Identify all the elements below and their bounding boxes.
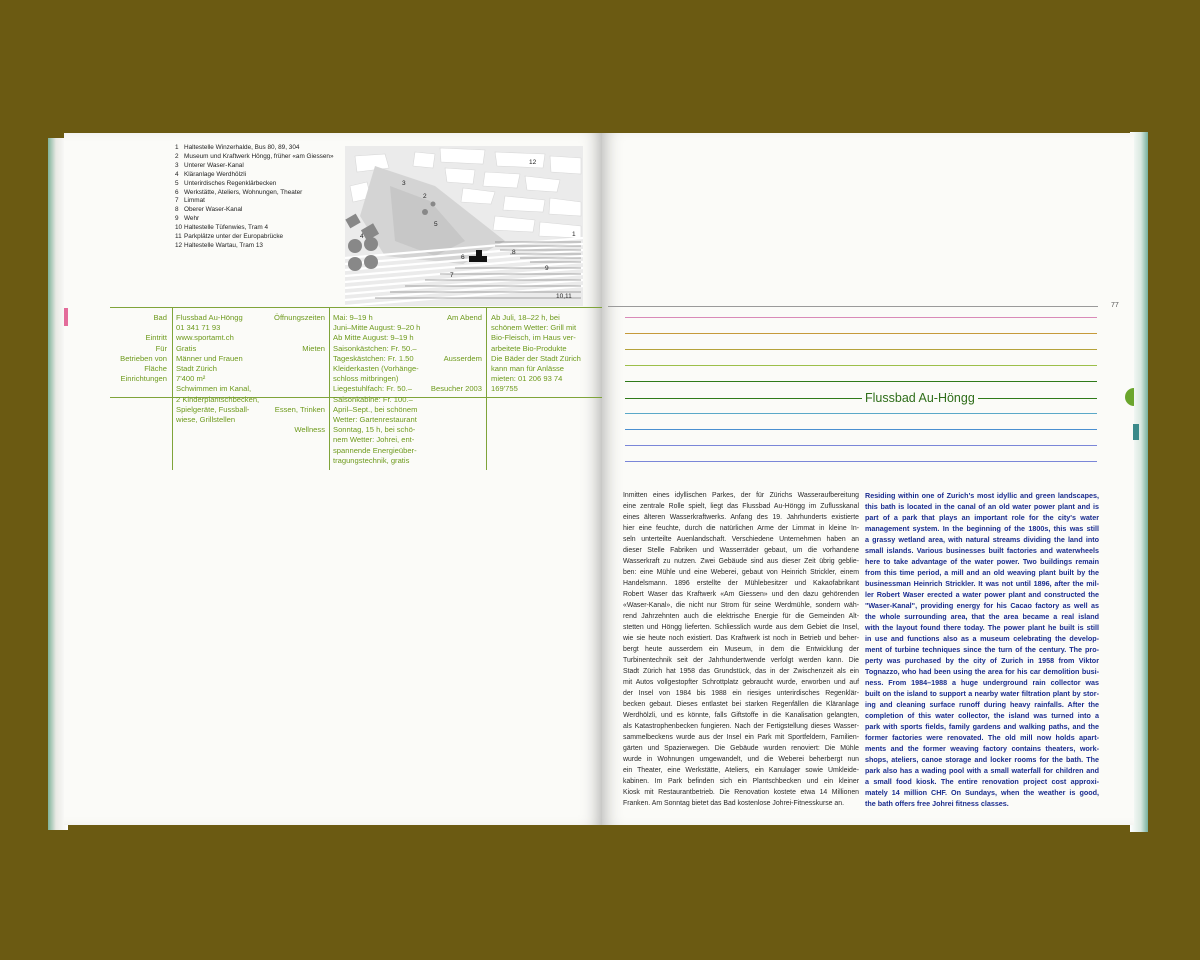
text-line: wie sie heute noch existiert. Das Kraftwerk ist noch in Betrieb und beher- (623, 635, 859, 642)
info-line: tragungstechnik, gratis (333, 455, 410, 465)
text-line: ment of turbine techniques since the turn of the century. The pro- (865, 645, 1099, 654)
table-divider-3 (486, 307, 487, 470)
text-line: this bath is located in the canal of an old water power plant and is (865, 502, 1099, 511)
color-rule (608, 306, 1098, 307)
legend-text: Haltestelle Tüfenwies, Tram 4 (184, 224, 269, 232)
color-rule (625, 429, 1097, 430)
info-line: Bad (153, 313, 167, 322)
legend-text: Oberer Waser-Kanal (184, 206, 243, 214)
info-line: Wetter: Gartenrestaurant (333, 415, 417, 425)
text-line: small islands. Various businesses built factories and waterwheels (865, 546, 1099, 555)
map-label-4: 4 (360, 233, 364, 240)
map-label-12: 12 (529, 159, 537, 166)
text-line: Franken. Am Sonntag bietet das Bad kostenlose Johrei-Fitnesskurse an. (623, 800, 845, 807)
info-line (412, 364, 482, 374)
text-line: Tognazzo, who had been using the area for his car demolition busi- (865, 667, 1099, 676)
legend-number: 1 (175, 144, 179, 151)
text-line: perty was purchased by the city of Zurich in 1958 from Viktor (865, 656, 1099, 665)
text-line: here to take advantage of the water power. Two buildings remain (865, 557, 1099, 566)
info-line: Bio-Fleisch, im Haus ver- (491, 333, 576, 343)
text-line: from this time period, a mill and an old weaving plant built by the (865, 568, 1099, 577)
legend-number: 4 (175, 170, 179, 178)
english-body-text (865, 490, 1099, 809)
info-line (412, 374, 482, 384)
legend-number: 3 (175, 161, 179, 169)
legend-text: Unterirdisches Regenklärbecken (184, 179, 277, 187)
legend-item (175, 144, 334, 153)
legend-item (175, 197, 334, 206)
info-line: April–Sept., bei schönem (333, 404, 418, 414)
legend-number: 6 (175, 188, 179, 196)
legend-text: Haltestelle Wartau, Tram 13 (184, 241, 263, 249)
legend-item (175, 153, 334, 162)
text-line: shops, ateliers, canoe storage and locker rooms for the bath. The (865, 755, 1099, 764)
info-line (264, 333, 325, 343)
info-line: Am Abend (446, 313, 482, 322)
legend-number: 5 (175, 179, 179, 187)
text-line: former factories were renovated. The old mill now holds apart- (865, 733, 1099, 742)
teal-page-tab (1133, 424, 1139, 440)
table-top-rule (110, 307, 602, 308)
info-line: Männer und Frauen (176, 353, 243, 363)
page-title: Flussbad Au-Höngg (862, 391, 978, 405)
text-line: part of a park that plays an important role for the city's water (865, 513, 1099, 522)
legend-item (175, 180, 334, 189)
info-line: Tageskästchen: Fr. 1.50 (333, 353, 414, 363)
info-values-col2 (176, 313, 259, 425)
text-line: ben: eine Mühle und eine Weberei, gebaut von Heinrich Strickler, einem (623, 569, 859, 576)
info-line (264, 354, 325, 364)
info-line: Juni–Mitte August: 9–20 h (333, 323, 421, 333)
text-line: ness. From 1984–1988 a huge underground rain collector was (865, 678, 1099, 687)
info-line: Mieten (302, 343, 325, 353)
text-line: sammelbeckens wurde aus der Insel ein Park mit Sportfeldern, Familien- (623, 734, 859, 741)
text-line: seln unterteilte Auenlandschaft. Verschiedene Unternehmen haben an (623, 536, 859, 543)
color-rule (625, 461, 1097, 462)
text-line: ing and cleaning surface runoff during heavy rainfalls. After the (865, 700, 1099, 709)
legend-number: 2 (175, 152, 179, 160)
text-line: Handelsmann. 1896 erstellte der Mühlebesitzer und Kakaofabrikant (623, 580, 859, 587)
info-line (264, 384, 325, 394)
color-rule (625, 317, 1097, 318)
info-line: Für (155, 343, 167, 353)
info-labels-col1 (108, 313, 167, 384)
info-line: www.sportamt.ch (176, 333, 234, 343)
info-line: Betrieben von (120, 353, 167, 363)
info-line: Mai: 9–19 h (333, 313, 373, 322)
info-line (412, 333, 482, 343)
text-line: businessman Heinrich Strickler. It was not until 1896, after the mil- (865, 579, 1099, 588)
text-line: Kiosk mit Restaurantbetrieb. Die Renovation kostete etwa 14 Millionen (623, 789, 859, 796)
info-line: Ausserdem (443, 353, 482, 363)
info-line: Saisonkästchen: Fr. 50.– (333, 343, 417, 353)
map-label-1: 1 (572, 231, 576, 238)
text-line: kabinen. Im Park befinden sich ein Plantschbecken und ein kleiner (623, 778, 859, 785)
legend-text: Limmat (184, 197, 205, 205)
info-line: Kleiderkasten (Vorhänge- (333, 364, 419, 374)
color-rule (625, 445, 1097, 446)
text-line: als Katastrophenbecken fungieren. Nach der Fertigstellung dieses Wasser- (623, 723, 859, 730)
info-line: Fläche (144, 364, 167, 374)
legend-item (175, 242, 334, 251)
map-label-9: 9 (545, 265, 549, 272)
color-rule (625, 365, 1097, 366)
info-line: Stadt Zürich (176, 364, 217, 374)
text-line: the bath offers free Johrei fitness classes. (865, 799, 1009, 808)
text-line: the whole surrounding area, that the area became a real island (865, 612, 1099, 621)
table-divider-1 (172, 307, 173, 470)
text-line: completion of this water collector, the island was turned into a (865, 711, 1099, 720)
text-line: "Waser-Kanal", providing energy for his Cacao factory as well as (865, 601, 1099, 610)
legend-text: Kläranlage Werdhölzli (184, 170, 247, 178)
text-line: eines älteren Wasserkraftwerks. Anfang des 19. Jahrhunderts existierte (623, 514, 859, 521)
text-line: park also has a wading pool with a small waterfall for children and (865, 766, 1099, 775)
text-line: ler Robert Waser erected a water power plant and constructed the (865, 590, 1099, 599)
text-line: management system. In the beginning of the 1800s, this was still (865, 524, 1099, 533)
info-line: nem Wetter: Johrei, ent- (333, 435, 415, 445)
map-label-6: 6 (461, 254, 465, 261)
legend-number: 12 (175, 241, 183, 249)
info-line: Essen, Trinken (274, 404, 325, 414)
text-line: wurde in Wohnungen umgewandelt, und die Weberei beherbergt nun (623, 756, 859, 763)
info-values-col6 (491, 313, 581, 395)
text-line: built on the island to support a nearby water filtration plant by stor- (865, 689, 1099, 698)
legend-number: 11 (175, 233, 182, 241)
text-line: Stadt Zürich hat 1958 das Grundstück, das in der Zwischenzeit als ein (623, 668, 859, 675)
text-line: in use and functions also as a museum celebrating the develop- (865, 634, 1099, 643)
info-line: Schwimmen im Kanal, (176, 384, 252, 394)
map-label-3: 3 (402, 180, 406, 187)
legend-item (175, 206, 334, 215)
info-line: 169'755 (491, 384, 518, 394)
heading-rule (625, 398, 1097, 399)
legend-item (175, 162, 334, 171)
legend-item (175, 189, 334, 198)
info-line: schönem Wetter: Grill mit (491, 323, 577, 333)
info-line (264, 364, 325, 374)
legend-text: Unterer Waser-Kanal (184, 161, 244, 169)
info-line (264, 395, 325, 405)
info-line: Besucher 2003 (430, 384, 482, 394)
info-line (412, 323, 482, 333)
info-line: Liegestuhlfach: Fr. 50.– (333, 384, 412, 394)
info-line: Ab Mitte August: 9–19 h (333, 333, 414, 343)
info-line: schloss mitbringen) (333, 374, 399, 384)
text-line: stetten und Höngg lieferten. Schliesslich wurde aus dem Gebiet die Insel, (623, 624, 859, 631)
legend-item (175, 171, 334, 180)
text-line: ein Theater, eine Werkstätte, Ateliers, ein Kanulager sowie Umkleide- (623, 767, 859, 774)
info-line: Eintritt (145, 333, 167, 343)
info-line: Flussbad Au-Höngg (176, 313, 243, 322)
page-number: 77 (1111, 302, 1119, 309)
map-legend (175, 144, 334, 251)
info-line: 2 Kinderplantschbecken, (176, 394, 260, 404)
text-line: hier eine feuchte, durch die natürlichen Arme der Limmat in kleine In- (623, 525, 859, 532)
text-line: «Waser-Kanal», die nicht nur Strom für seine Werdmühle, sondern wäh- (623, 602, 859, 609)
info-values-col4 (333, 313, 420, 466)
text-line: ments and the former weaving factory contains theaters, work- (865, 744, 1099, 753)
text-line: Werdhölzli, und es könnte, falls Giftstoffe in die Kanalisation gelangten, (623, 712, 859, 719)
info-line: Ab Juli, 18–22 h, bei (491, 313, 560, 322)
info-line (108, 323, 167, 333)
legend-number: 10 (175, 224, 183, 232)
info-line (412, 344, 482, 354)
legend-item (175, 224, 334, 233)
text-line: becken gebaut. Dieses entlastet bei starken Regenfällen die Kläranlage (623, 701, 859, 708)
text-line: Wasserkraft zu nutzen. Zwei Gebäude sind aus dieser Zeit übrig geblie- (623, 558, 859, 565)
info-line: 01 341 71 93 (176, 323, 221, 333)
legend-item (175, 233, 334, 242)
info-line: arbeitete Bio-Produkte (491, 343, 567, 353)
info-line: 7'400 m² (176, 374, 206, 384)
color-rule (625, 349, 1097, 350)
table-divider-2 (329, 307, 330, 470)
map-label-2: 2 (423, 193, 427, 200)
info-line: kann man für Anlässe (491, 364, 565, 374)
info-line: Einrichtungen (120, 374, 167, 384)
text-line: rend Jahrzehnten auch die elektrische Energie für die Gemeinden Alt- (623, 613, 859, 620)
info-labels-col3 (264, 313, 325, 435)
map-label-10-11: 10,11 (556, 293, 572, 300)
text-line: Inmitten eines idyllischen Parkes, der für Zürichs Wasseraufbereitung (623, 492, 859, 499)
info-line: Sonntag, 15 h, bei schö- (333, 425, 416, 435)
legend-text: Haltestelle Winzerhalde, Bus 80, 89, 304 (184, 144, 300, 151)
info-line (264, 415, 325, 425)
info-line (264, 374, 325, 384)
text-line: gärten und Spazierwegen. Die Gebäude wurden renoviert: Die Mühle (623, 745, 859, 752)
color-rule (625, 413, 1097, 414)
text-line: Robert Waser das Kraftwerk «Am Giessen» und den dazu gehörenden (623, 591, 859, 598)
text-line: mately 14 million CHF. On Sundays, when the weather is good, (865, 788, 1099, 797)
color-rule (625, 381, 1097, 382)
info-line: Wellness (294, 425, 325, 435)
text-line: bergt heute ausserdem ein Museum, in dem die Entwicklung der (623, 646, 859, 653)
info-line: mieten: 01 206 93 74 (491, 374, 563, 384)
text-line: dieser Stelle Fabriken und Wasserräder gebaut, um die vorhandene (623, 547, 859, 554)
legend-number: 8 (175, 206, 179, 214)
info-labels-col5 (412, 313, 482, 395)
info-line: wiese, Grillstellen (176, 415, 236, 425)
info-line: Die Bäder der Stadt Zürich (491, 353, 581, 363)
text-line: a grassy wetland area, with natural streams dividing the land into (865, 535, 1099, 544)
german-body-text (623, 490, 859, 809)
text-line: park with sports fields, family gardens and walking paths, and the (865, 722, 1099, 731)
legend-item (175, 215, 334, 224)
info-line: Saisonkabine: Fr. 100.– (333, 394, 413, 404)
map-label-7: 7 (450, 272, 454, 279)
info-line (264, 323, 325, 333)
map-label-8: 8 (512, 249, 516, 256)
color-rule (625, 333, 1097, 334)
text-line: with the layout found there today. The power plant he built is still (865, 623, 1099, 632)
info-line: Spielgeräte, Fussball- (176, 404, 250, 414)
pink-page-tab (64, 308, 68, 326)
site-map (345, 146, 583, 306)
legend-number: 9 (175, 215, 179, 223)
map-label-5: 5 (434, 221, 438, 228)
text-line: Residing within one of Zurich's most idyllic and green landscapes, (865, 491, 1099, 500)
text-line: eine zentrale Rolle spielt, liegt das Flussbad Au-Höngg im Zuflusskanal (623, 503, 859, 510)
legend-text: Museum und Kraftwerk Höngg, früher «am Giessen» (184, 152, 334, 160)
info-line: spannende Energieüber- (333, 445, 417, 455)
text-line: Turbinentechnik seit der Jahrhundertwende verfolgt werden kann. Die (623, 657, 859, 664)
info-line: Gratis (176, 343, 197, 353)
text-line: a small food kiosk. The entire renovation project cost approxi- (865, 777, 1099, 786)
legend-number: 7 (175, 197, 179, 205)
text-line: mit Autos vollgestopfter Schrottplatz gebraucht wurde, erworben und auf (623, 679, 859, 686)
legend-text: Werkstätte, Ateliers, Wohnungen, Theater (184, 188, 303, 196)
legend-text: Wehr (184, 215, 200, 223)
text-line: der Insel von 1984 bis 1988 ein riesiges unterirdisches Regenklär- (623, 690, 859, 697)
legend-text: Parkplätze unter der Europabrücke (184, 233, 284, 241)
info-line: Öffnungszeiten (274, 313, 325, 322)
